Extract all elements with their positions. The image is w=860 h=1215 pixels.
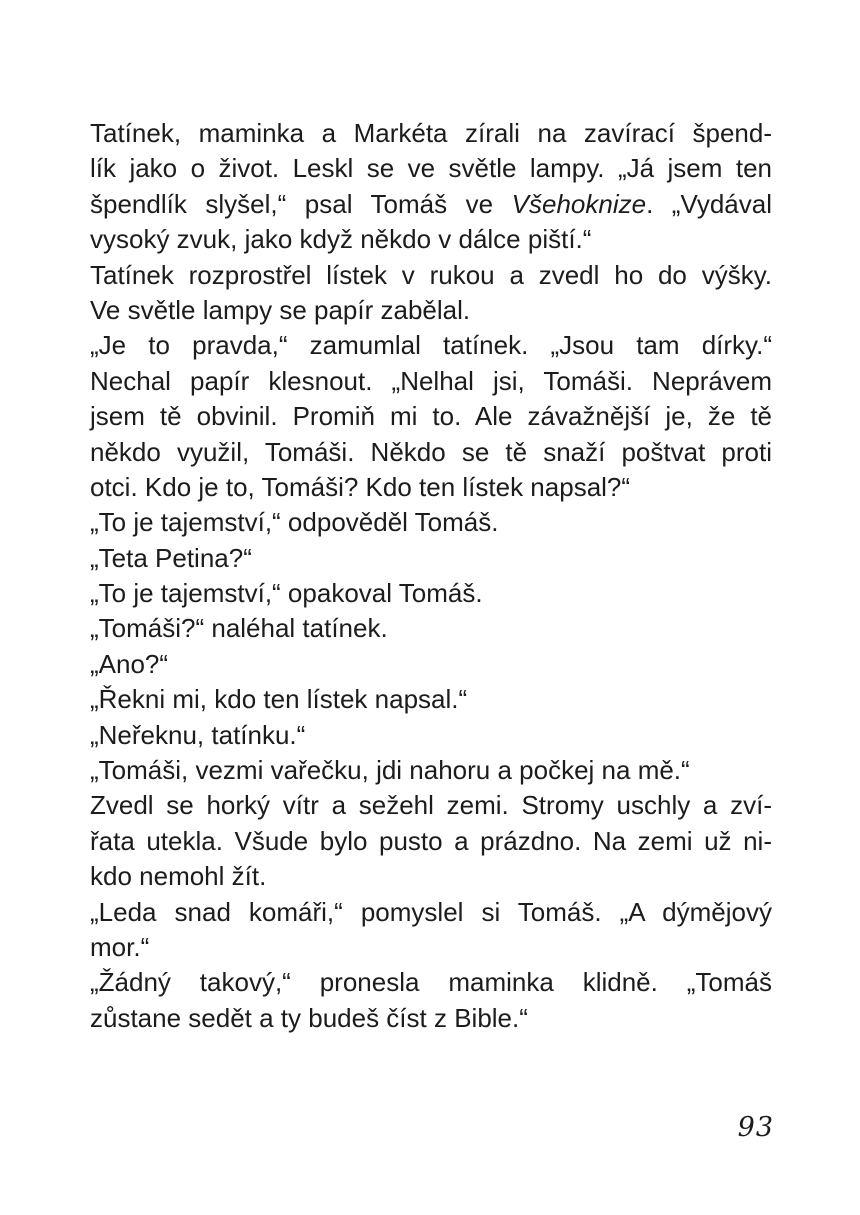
text-line: Nechal papír klesnout. „Nelhal jsi, Tomáši. Neprávem: [90, 365, 772, 396]
text-line: [90, 187, 772, 222]
text-line: „Žádný takový,“ pronesla maminka klidně. „Tomáš: [90, 967, 772, 998]
text-segment: . „Vydával: [646, 188, 773, 219]
page-number: 93: [737, 1112, 774, 1143]
text-line: Ve světle lampy se papír zabělal.: [90, 294, 471, 325]
text-line: vysoký zvuk, jako když někdo v dálce piští.“: [90, 224, 592, 255]
text-line: řata utekla. Všude bylo pusto a prázdno. Na zemi už ni-: [90, 825, 772, 856]
text-line: „Řekni mi, kdo ten lístek napsal.“: [90, 684, 468, 715]
text-line: Tatínek, maminka a Markéta zírali na zavírací špend-: [90, 118, 772, 148]
text-line: mor.“: [90, 931, 150, 962]
text-line: lík jako o život. Leskl se ve světle lampy. „Já jsem ten: [90, 153, 772, 184]
text-line: otci. Kdo je to, Tomáši? Kdo ten lístek napsal?“: [90, 471, 631, 502]
text-line: jsem tě obvinil. Promiň mi to. Ale závažnější je, že tě: [90, 401, 772, 432]
text-line: Zvedl se horký vítr a sežehl zemi. Stromy uschly a zví-: [90, 790, 772, 821]
text-line: někdo využil, Tomáši. Někdo se tě snaží poštvat proti: [90, 436, 772, 467]
text-line: Tatínek rozprostřel lístek v rukou a zvedl ho do výšky.: [90, 259, 772, 290]
text-line: „Neřeknu, tatínku.“: [90, 719, 306, 750]
text-line: zůstane sedět a ty budeš číst z Bible.“: [90, 1002, 528, 1033]
text-line: „Leda snad komáři,“ pomyslel si Tomáš. „A dýmějový: [90, 896, 772, 927]
text-line: „Je to pravda,“ zamumlal tatínek. „Jsou tam dírky.“: [90, 330, 772, 361]
text-line: kdo nemohl žít.: [90, 861, 267, 892]
italic-title-text: Všehoknize: [511, 188, 647, 219]
text-segment: špendlík slyšel,“ psal Tomáš ve: [90, 188, 512, 219]
text-line: „Tomáši?“ naléhal tatínek.: [90, 613, 388, 644]
text-line: „To je tajemství,“ opakoval Tomáš.: [90, 578, 483, 609]
text-line: „Ano?“: [90, 648, 169, 679]
text-line: „Tomáši, vezmi vařečku, jdi nahoru a počkej na mě.“: [90, 755, 690, 786]
text-line: „Teta Petina?“: [90, 542, 252, 573]
body-text: [90, 116, 772, 1036]
text-line: „To je tajemství,“ odpověděl Tomáš.: [90, 507, 499, 538]
